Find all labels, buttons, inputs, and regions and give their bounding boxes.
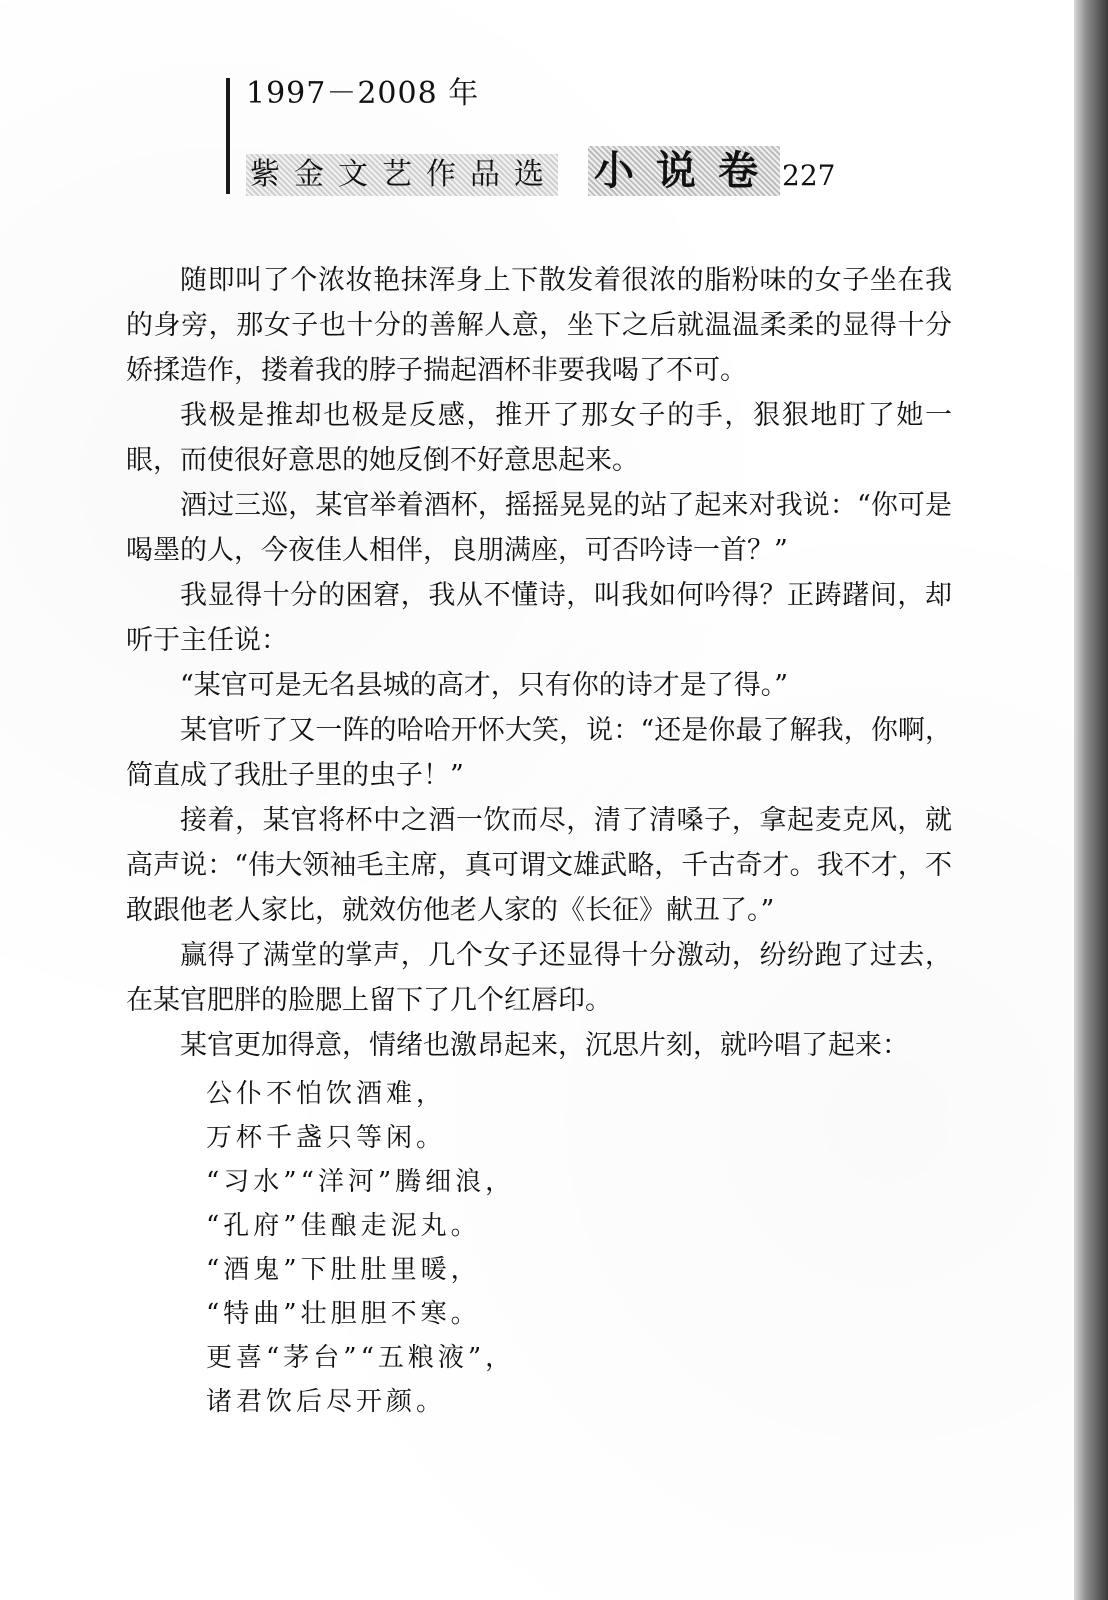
paragraph-8: 赢得了满堂的掌声，几个女子还显得十分激动，纷纷跑了过去，在某官肥胖的脸腮上留下了几个红唇印。 xyxy=(126,940,952,1016)
poem-line-1: 公仆不怕饮酒难， xyxy=(206,1079,447,1109)
poem-line-3: “习水”“洋河”腾细浪， xyxy=(206,1167,516,1197)
paragraph-7: 接着，某官将杯中之酒一饮而尽，清了清嗓子，拿起麦克风，就高声说：“伟大领袖毛主席，真可谓文雄武略，千古奇才。我不才，不敢跟他老人家比，就效仿他老人家的《长征》献丑了。” xyxy=(126,805,952,926)
paragraph-3: 酒过三巡，某官举着酒杯，摇摇晃晃的站了起来对我说：“你可是喝墨的人，今夜佳人相伴，良朋满座，可否吟诗一首？” xyxy=(126,490,952,566)
poem-line-5: “酒鬼”下肚肚里暖， xyxy=(206,1255,481,1285)
page-header xyxy=(226,70,946,200)
page-edge-shadow xyxy=(1074,0,1108,1600)
poem-line-7: 更喜“茅台”“五粮液”， xyxy=(206,1343,516,1373)
paragraph-2: 我极是推却也极是反感，推开了那女子的手，狠狠地盯了她一眼，而使很好意思的她反倒不好意思起来。 xyxy=(126,400,952,476)
paragraph-5: “某官可是无名县城的高才，只有你的诗才是了得。” xyxy=(180,670,789,701)
paragraph-4: 我显得十分的困窘，我从不懂诗，叫我如何吟得？正踌躇间，却听于主任说： xyxy=(126,580,952,656)
series-title: 紫金文艺作品选 xyxy=(246,154,558,196)
paragraph-1: 随即叫了个浓妆艳抹浑身上下散发着很浓的脂粉味的女子坐在我的身旁，那女子也十分的善解人意，坐下之后就温温柔柔的显得十分娇揉造作，搂着我的脖子揣起酒杯非要我喝了不可。 xyxy=(126,265,952,386)
poem xyxy=(206,1072,706,1424)
header-years: 1997－2008 年 xyxy=(246,76,480,111)
volume-title: 小说卷 xyxy=(588,146,780,196)
header-title-row xyxy=(246,144,835,196)
header-vertical-rule xyxy=(226,78,230,194)
poem-line-2: 万杯千盏只等闲。 xyxy=(206,1123,447,1153)
page-number: 227 xyxy=(782,159,836,192)
poem-line-6: “特曲”壮胆胆不寒。 xyxy=(206,1299,481,1329)
poem-line-8: 诸君饮后尽开颜。 xyxy=(206,1387,447,1417)
poem-line-4: “孔府”佳酿走泥丸。 xyxy=(206,1211,481,1241)
body-text xyxy=(126,258,952,1068)
paragraph-6: 某官听了又一阵的哈哈开怀大笑，说：“还是你最了解我，你啊，简直成了我肚子里的虫子！” xyxy=(126,715,952,791)
paragraph-9: 某官更加得意，情绪也激昂起来，沉思片刻，就吟唱了起来： xyxy=(180,1030,909,1061)
